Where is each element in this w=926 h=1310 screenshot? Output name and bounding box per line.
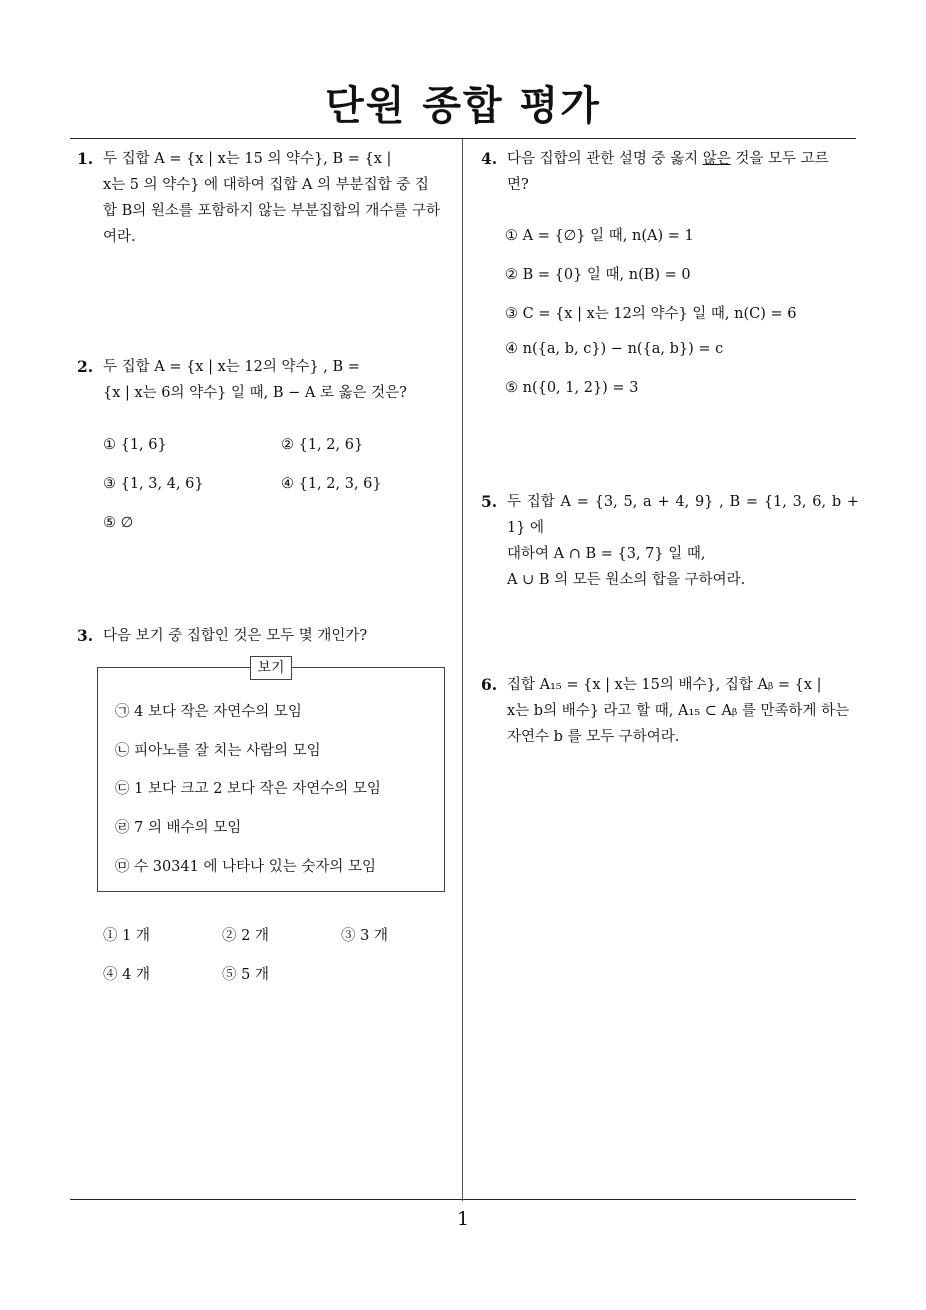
bogi-item: [115, 777, 381, 798]
question-4: [481, 146, 859, 198]
answer-option[interactable]: [281, 437, 363, 453]
question-line: 면?: [507, 177, 529, 193]
question-text: [77, 146, 455, 250]
option-number: ④: [103, 967, 118, 983]
question-line: 두 집합 A = {x | x는 15 의 약수}, B = {x |: [103, 151, 392, 167]
bogi-text: 1 보다 크고 2 보다 작은 자연수의 모임: [134, 781, 381, 797]
option-number: ①: [103, 437, 116, 453]
question-line: 여라.: [103, 229, 136, 245]
question-line: 두 집합 A = {3, 5, a + 4, 9} , B = {1, 3, 6, b + 1} 에: [507, 494, 859, 536]
option-number: ②: [505, 267, 518, 283]
answer-option[interactable]: [222, 924, 269, 945]
option-text: n({0, 1, 2}) = 3: [522, 380, 639, 396]
question-number: 6.: [481, 675, 498, 694]
option-number: ②: [222, 928, 237, 944]
option-text: B = {0} 일 때, n(B) = 0: [522, 267, 691, 283]
question-text: [481, 672, 859, 750]
bottom-rule: [70, 1199, 856, 1200]
answer-option[interactable]: [103, 515, 133, 531]
answer-option[interactable]: [505, 224, 694, 245]
answer-option[interactable]: [103, 924, 150, 945]
question-line: {x | x는 6의 약수} 일 때, B − A 로 옳은 것은?: [103, 385, 407, 401]
answer-option[interactable]: [505, 263, 691, 284]
question-2: [77, 354, 455, 406]
bogi-item: [115, 816, 241, 837]
question-text-part: 것을 모두 고르: [730, 151, 829, 167]
question-line: 대하여 A ∩ B = {3, 7} 일 때,: [507, 546, 706, 562]
question-1: [77, 146, 455, 250]
answer-option[interactable]: [505, 341, 723, 357]
option-number: ③: [341, 928, 356, 944]
question-text: [481, 489, 859, 593]
bogi-item: [115, 700, 302, 721]
page-title: 단원 종합 평가: [325, 83, 601, 129]
option-text: C = {x | x는 12의 약수} 일 때, n(C) = 6: [522, 306, 797, 322]
option-text: {1, 2, 3, 6}: [298, 476, 382, 492]
option-text: 4 개: [122, 967, 150, 983]
question-number: 2.: [77, 357, 94, 376]
answer-option[interactable]: [505, 380, 638, 396]
bogi-mark: ㉠: [115, 704, 130, 720]
bogi-label: 보기: [250, 656, 292, 680]
option-number: ③: [505, 306, 518, 322]
question-line: x는 5 의 약수} 에 대하여 집합 A 의 부분집합 중 집: [103, 177, 429, 193]
question-6: [481, 672, 859, 750]
option-text: 3 개: [360, 928, 388, 944]
question-number: 1.: [77, 149, 94, 168]
question-text: 다음 보기 중 집합인 것은 모두 몇 개인가?: [103, 628, 368, 644]
option-number: ④: [281, 476, 294, 492]
answer-option[interactable]: [505, 302, 796, 323]
option-number: ⑤: [103, 515, 116, 531]
question-text: [481, 146, 859, 198]
option-number: ①: [505, 228, 518, 244]
option-number: ②: [281, 437, 294, 453]
page-number: 1: [456, 1208, 470, 1230]
question-line: [507, 146, 859, 172]
answer-option[interactable]: [281, 476, 382, 492]
option-text: A = {∅} 일 때, n(A) = 1: [522, 228, 694, 244]
answer-option[interactable]: [103, 437, 167, 453]
bogi-item: [115, 739, 321, 760]
answer-option[interactable]: [103, 963, 150, 984]
bogi-text: 피아노를 잘 치는 사람의 모임: [134, 743, 321, 759]
question-number: 5.: [481, 492, 498, 511]
option-number: ③: [103, 476, 116, 492]
option-text: 2 개: [241, 928, 269, 944]
answer-option[interactable]: [222, 963, 269, 984]
option-number: ⑤: [222, 967, 237, 983]
underlined-word: 않은: [702, 151, 731, 167]
bogi-text: 4 보다 작은 자연수의 모임: [134, 704, 302, 720]
option-number: ①: [103, 928, 118, 944]
question-5: [481, 489, 859, 593]
column-divider: [462, 139, 463, 1201]
question-line: A ∪ B 의 모든 원소의 합을 구하여라.: [507, 572, 746, 588]
option-text: 5 개: [241, 967, 269, 983]
question-line: 두 집합 A = {x | x는 12의 약수} , B =: [103, 359, 360, 375]
bogi-text: 수 30341 에 나타나 있는 숫자의 모임: [134, 859, 376, 875]
option-number: ⑤: [505, 380, 518, 396]
bogi-item: [115, 855, 376, 876]
question-line: x는 b의 배수} 라고 할 때, A₁₅ ⊂ Aᵦ 를 만족하게 하는: [507, 703, 850, 719]
bogi-mark: ㉤: [115, 859, 130, 875]
bogi-mark: ㉢: [115, 781, 130, 797]
option-text: n({a, b, c}) − n({a, b}) = c: [522, 341, 724, 357]
answer-option[interactable]: [103, 476, 204, 492]
question-line: 합 B의 원소를 포함하지 않는 부분집합의 개수를 구하: [103, 203, 441, 219]
answer-option[interactable]: [341, 924, 388, 945]
question-3: [77, 623, 455, 649]
question-line: 자연수 b 를 모두 구하여라.: [507, 729, 680, 745]
option-text: {1, 6}: [120, 437, 167, 453]
option-text: {1, 3, 4, 6}: [120, 476, 204, 492]
option-text: 1 개: [122, 928, 150, 944]
top-rule: [70, 138, 856, 139]
bogi-text: 7 의 배수의 모임: [134, 820, 242, 836]
question-line: 집합 A₁₅ = {x | x는 15의 배수}, 집합 Aᵦ = {x |: [507, 677, 822, 693]
option-number: ④: [505, 341, 518, 357]
question-text: [77, 354, 455, 406]
question-number: 4.: [481, 149, 498, 168]
question-number: 3.: [77, 626, 94, 645]
option-text: ∅: [120, 515, 134, 531]
bogi-mark: ㉡: [115, 743, 130, 759]
bogi-mark: ㉣: [115, 820, 130, 836]
option-text: {1, 2, 6}: [298, 437, 364, 453]
question-text-part: 다음 집합의 관한 설명 중 옳지: [507, 151, 703, 167]
